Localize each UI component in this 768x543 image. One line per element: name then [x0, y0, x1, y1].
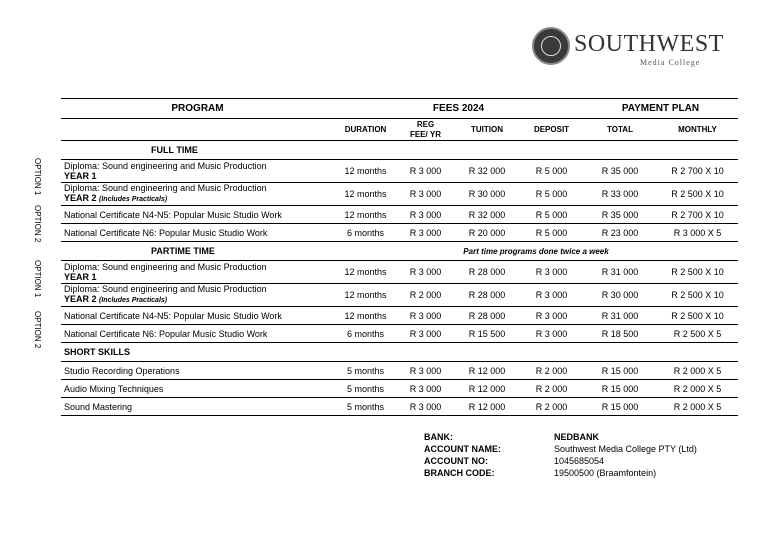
table-row [61, 307, 738, 325]
total-cell: R 23 000 [601, 227, 639, 238]
brand-subtitle: Media College [640, 58, 701, 67]
table-row [61, 398, 738, 416]
deposit-cell: R 5 000 [535, 166, 568, 176]
program-cell: Diploma: Sound engineering and Music Production YEAR 1 [64, 262, 267, 282]
reg-cell: R 3 000 [409, 365, 442, 376]
reg-fee-header: REG FEE/ YR [410, 119, 441, 139]
program-cell: Diploma: Sound engineering and Music Production YEAR 2 (Includes Practicals) [64, 284, 267, 304]
reg-cell: R 3 000 [409, 166, 442, 176]
monthly-cell: R 2 000 X 5 [673, 383, 722, 394]
total-cell: R 35 000 [601, 166, 639, 176]
total-cell: R 31 000 [601, 267, 639, 277]
deposit-cell: R 2 000 [535, 365, 568, 376]
table-row [61, 160, 738, 183]
duration-cell: 6 months [346, 227, 385, 238]
side-label-fulltime-option1: OPTION 1 [33, 158, 42, 196]
tuition-cell: R 28 000 [468, 290, 506, 300]
deposit-cell: R 5 000 [535, 209, 568, 220]
duration-cell: 12 months [344, 209, 387, 220]
deposit-cell: R 2 000 [535, 401, 568, 412]
reg-cell: R 3 000 [409, 209, 442, 220]
duration-cell: 12 months [344, 267, 387, 277]
branch-code-value: 19500500 (Braamfontein) [554, 468, 657, 478]
table-row [61, 183, 738, 206]
tuition-cell: R 12 000 [468, 383, 506, 394]
deposit-cell: R 5 000 [535, 189, 568, 199]
program-cell: National Certificate N4-N5: Popular Music Studio Work [64, 310, 282, 321]
college-logo [532, 27, 722, 73]
side-label-parttime-option1: OPTION 1 [33, 260, 42, 298]
table-row [61, 261, 738, 284]
duration-cell: 5 months [346, 365, 385, 376]
program-cell: Diploma: Sound engineering and Music Production YEAR 2 (Includes Practicals) [64, 183, 267, 203]
total-cell: R 15 000 [601, 401, 639, 412]
deposit-cell: R 3 000 [535, 328, 568, 339]
monthly-cell: R 2 500 X 5 [673, 328, 722, 339]
side-label-fulltime-option2: OPTION 2 [33, 205, 42, 243]
monthly-cell: R 2 500 X 10 [671, 310, 724, 321]
fees-header: FEES 2024 [432, 103, 485, 114]
program-cell: National Certificate N6: Popular Music Studio Work [64, 328, 268, 339]
duration-cell: 12 months [344, 310, 387, 321]
brand-name: SOUTHWEST [574, 31, 724, 57]
tuition-cell: R 12 000 [468, 365, 506, 376]
monthly-header: MONTHLY [678, 125, 717, 134]
duration-cell: 12 months [344, 166, 387, 176]
deposit-cell: R 5 000 [535, 227, 568, 238]
table-row [61, 362, 738, 380]
table-row [61, 325, 738, 343]
bank-value: NEDBANK [554, 432, 599, 442]
tuition-cell: R 30 000 [468, 189, 506, 199]
account-no-value: 1045685054 [554, 456, 605, 466]
reg-cell: R 3 000 [409, 227, 442, 238]
table-row [61, 284, 738, 307]
column-header-row [61, 119, 738, 141]
account-name-value: Southwest Media College PTY (Ltd) [554, 444, 697, 454]
tuition-cell: R 20 000 [468, 227, 506, 238]
program-cell: Diploma: Sound engineering and Music Production YEAR 1 [64, 161, 267, 181]
deposit-cell: R 3 000 [535, 310, 568, 321]
program-cell: Sound Mastering [64, 401, 133, 412]
section-title: SHORT SKILLS [64, 347, 131, 357]
program-cell: National Certificate N4-N5: Popular Music Studio Work [64, 209, 282, 220]
total-cell: R 30 000 [601, 290, 639, 300]
monthly-cell: R 2 500 X 10 [671, 189, 724, 199]
tuition-cell: R 28 000 [468, 310, 506, 321]
monthly-cell: R 2 700 X 10 [671, 166, 724, 176]
duration-header: DURATION [344, 125, 387, 134]
program-cell: Audio Mixing Techniques [64, 383, 164, 394]
tuition-cell: R 32 000 [468, 166, 506, 176]
monthly-cell: R 2 500 X 10 [671, 267, 724, 277]
branch-code-label: BRANCH CODE: [424, 468, 495, 478]
reg-cell: R 3 000 [409, 401, 442, 412]
part-time-note: Part time programs done twice a week [463, 246, 609, 256]
total-cell: R 15 000 [601, 365, 639, 376]
monthly-cell: R 3 000 X 5 [673, 227, 722, 238]
monthly-cell: R 2 000 X 5 [673, 365, 722, 376]
tuition-cell: R 12 000 [468, 401, 506, 412]
deposit-cell: R 3 000 [535, 290, 568, 300]
tuition-cell: R 32 000 [468, 209, 506, 220]
total-cell: R 15 000 [601, 383, 639, 394]
reg-cell: R 3 000 [409, 189, 442, 199]
tuition-cell: R 28 000 [468, 267, 506, 277]
college-seal-icon [532, 27, 570, 65]
section-title: PARTIME TIME [151, 246, 215, 256]
section-full-time [61, 141, 738, 160]
bank-label: BANK: [424, 432, 453, 442]
deposit-cell: R 2 000 [535, 383, 568, 394]
table-row [61, 206, 738, 224]
section-short-skills [61, 343, 738, 362]
monthly-cell: R 2 000 X 5 [673, 401, 722, 412]
table-row [61, 380, 738, 398]
reg-cell: R 3 000 [409, 328, 442, 339]
total-header: TOTAL [607, 125, 633, 134]
table-header-row [61, 99, 738, 119]
program-cell: National Certificate N6: Popular Music Studio Work [64, 227, 268, 238]
duration-cell: 5 months [346, 383, 385, 394]
monthly-cell: R 2 700 X 10 [671, 209, 724, 220]
program-cell: Studio Recording Operations [64, 365, 180, 376]
section-title: FULL TIME [151, 145, 198, 155]
reg-cell: R 3 000 [409, 383, 442, 394]
total-cell: R 35 000 [601, 209, 639, 220]
table-row [61, 224, 738, 242]
tuition-cell: R 15 500 [468, 328, 506, 339]
side-label-parttime-option2: OPTION 2 [33, 311, 42, 349]
account-no-label: ACCOUNT NO: [424, 456, 488, 466]
section-part-time [61, 242, 738, 261]
deposit-header: DEPOSIT [533, 125, 570, 134]
duration-cell: 5 months [346, 401, 385, 412]
account-name-label: ACCOUNT NAME: [424, 444, 501, 454]
reg-cell: R 2 000 [409, 290, 442, 300]
total-cell: R 33 000 [601, 189, 639, 199]
total-cell: R 31 000 [601, 310, 639, 321]
reg-cell: R 3 000 [409, 267, 442, 277]
reg-cell: R 3 000 [409, 310, 442, 321]
duration-cell: 12 months [344, 189, 387, 199]
payment-plan-header: PAYMENT PLAN [621, 103, 700, 114]
program-header: PROGRAM [171, 103, 224, 114]
duration-cell: 6 months [346, 328, 385, 339]
tuition-header: TUITION [471, 125, 503, 134]
monthly-cell: R 2 500 X 10 [671, 290, 724, 300]
deposit-cell: R 3 000 [535, 267, 568, 277]
duration-cell: 12 months [344, 290, 387, 300]
fees-table [61, 98, 738, 416]
total-cell: R 18 500 [601, 328, 639, 339]
